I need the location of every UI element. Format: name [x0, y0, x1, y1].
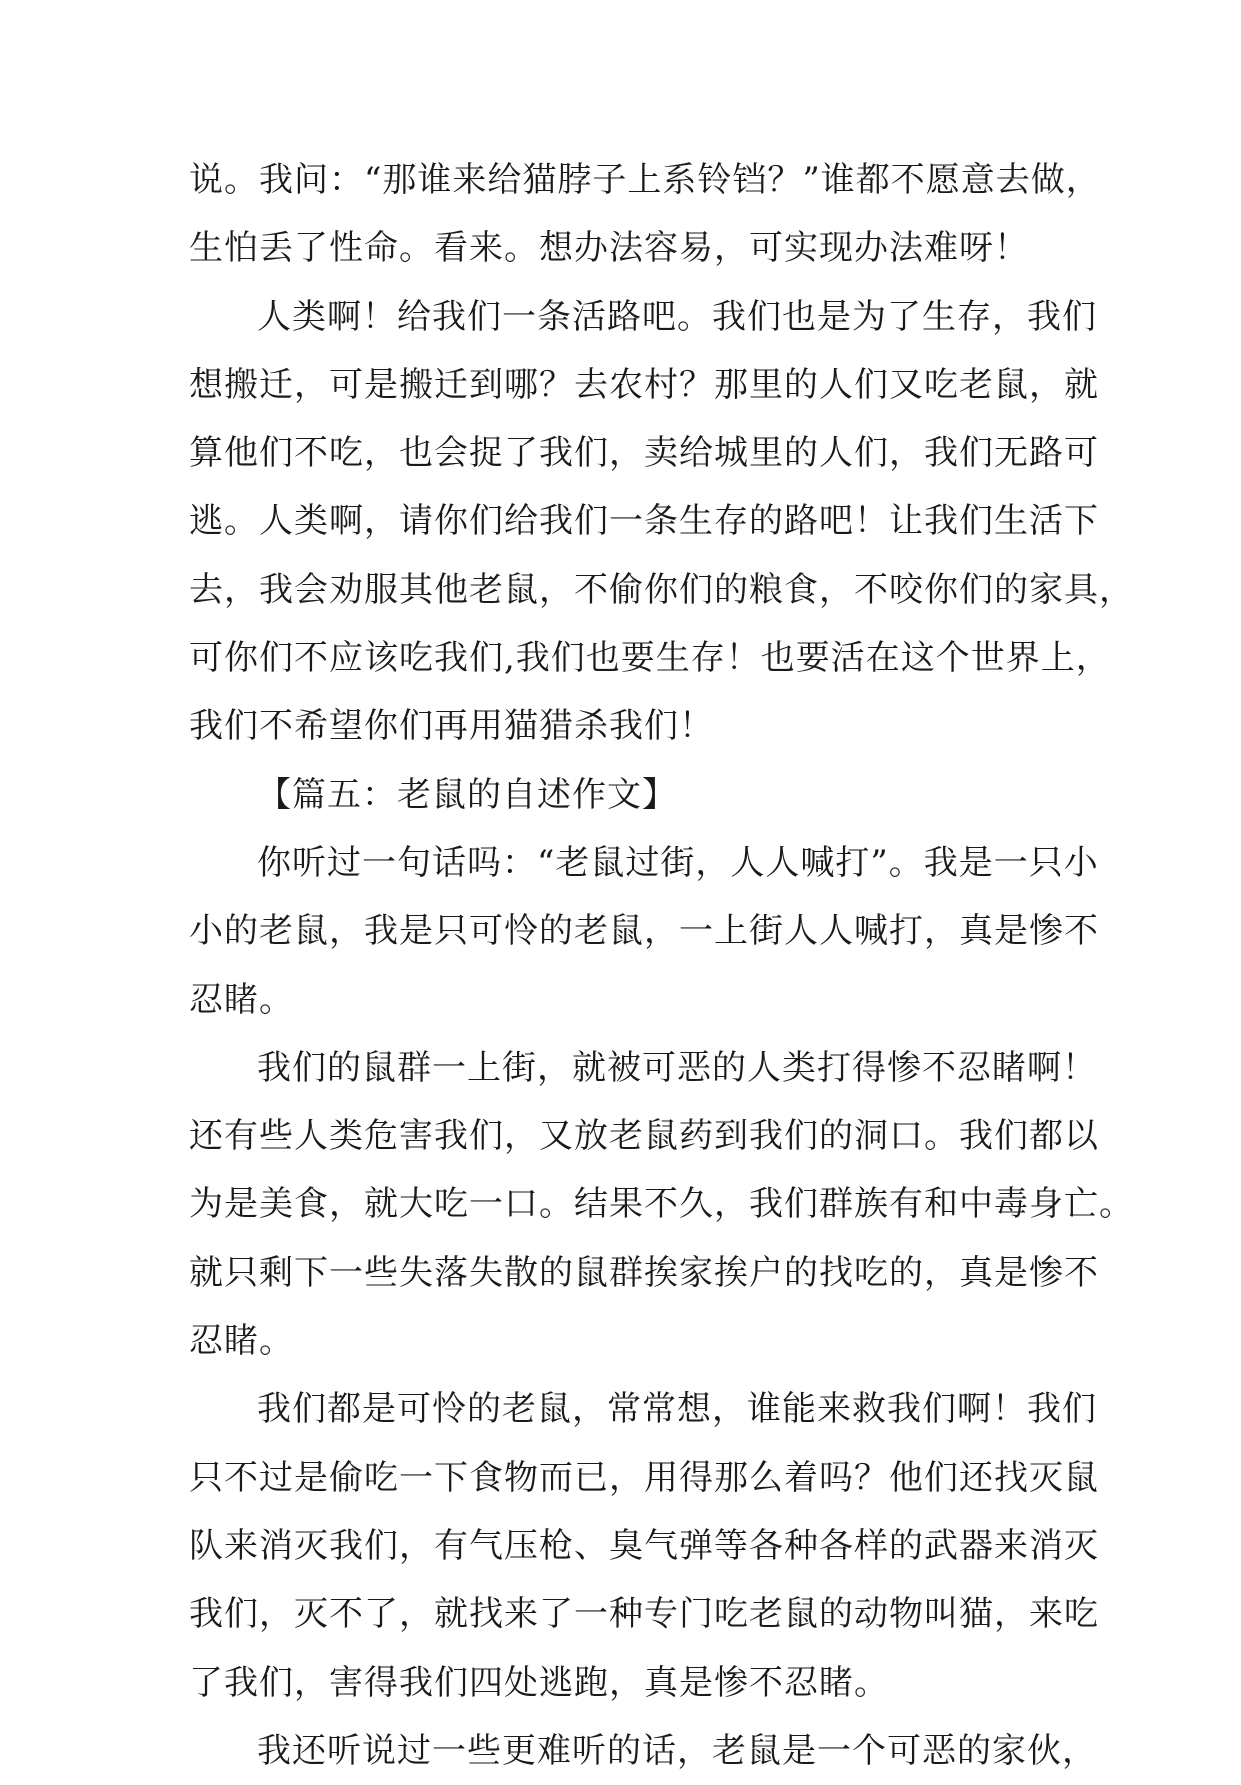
- text-line: 可你们不应该吃我们,我们也要生存！也要活在这个世界上，: [189, 638, 1111, 679]
- text-line: 去，我会劝服其他老鼠，不偷你们的粮食，不咬你们的家具，: [189, 569, 1134, 610]
- text-line: 忍睹。: [189, 979, 294, 1020]
- text-line: 忍睹。: [189, 1321, 294, 1362]
- text-line: 小的老鼠，我是只可怜的老鼠，一上街人人喊打，真是惨不: [189, 911, 1099, 952]
- text-line: 逃。人类啊，请你们给我们一条生存的路吧！让我们生活下: [189, 501, 1099, 542]
- paragraph-start-line: 我还听说过一些更难听的话，老鼠是一个可恶的家伙，: [257, 1730, 1097, 1771]
- section-heading: 【篇五：老鼠的自述作文】: [257, 774, 677, 815]
- text-line: 想搬迁，可是搬迁到哪？去农村？那里的人们又吃老鼠，就: [189, 364, 1099, 405]
- text-line: 就只剩下一些失落失散的鼠群挨家挨户的找吃的，真是惨不: [189, 1252, 1099, 1293]
- paragraph-start-line: 我们的鼠群一上街，就被可恶的人类打得惨不忍睹啊！: [257, 1047, 1097, 1088]
- text-line: 说。我问：“那谁来给猫脖子上系铃铛？”谁都不愿意去做，: [189, 160, 1101, 200]
- text-line: 算他们不吃，也会捉了我们，卖给城里的人们，我们无路可: [189, 433, 1099, 474]
- paragraph-start-line: 你听过一句话吗：“老鼠过街，人人喊打”。我是一只小: [257, 842, 1099, 883]
- paragraph-start-line: 我们都是可怜的老鼠，常常想，谁能来救我们啊！我们: [257, 1389, 1097, 1430]
- text-line: 还有些人类危害我们，又放老鼠药到我们的洞口。我们都以: [189, 1116, 1099, 1157]
- document-body: [189, 146, 1134, 1785]
- paragraph-start-line: 人类啊！给我们一条活路吧。我们也是为了生存，我们: [257, 296, 1097, 337]
- text-line: 为是美食，就大吃一口。结果不久，我们群族有和中毒身亡。: [189, 1184, 1134, 1225]
- text-line: 了我们，害得我们四处逃跑，真是惨不忍睹。: [189, 1662, 889, 1703]
- text-line: 生怕丢了性命。看来。想办法容易，可实现办法难呀！: [189, 228, 1029, 269]
- text-line: 队来消灭我们，有气压枪、臭气弹等各种各样的武器来消灭: [189, 1525, 1099, 1566]
- text-line: 只不过是偷吃一下食物而已，用得那么着吗？他们还找灭鼠: [189, 1457, 1099, 1498]
- text-line: 我们，灭不了，就找来了一种专门吃老鼠的动物叫猫，来吃: [189, 1594, 1099, 1635]
- text-line: 我们不希望你们再用猫猎杀我们！: [189, 706, 714, 747]
